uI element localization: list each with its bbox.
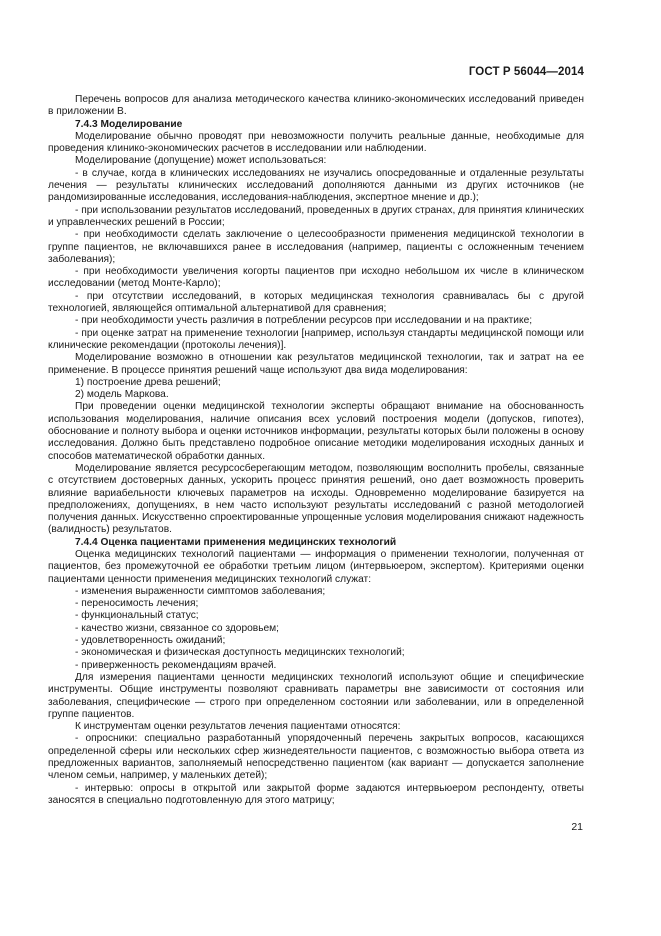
paragraph: К инструментам оценки результатов лечения пациентами относятся: [75,721,401,733]
paragraph: - удовлетворенность ожиданий; [75,635,226,647]
paragraph: - экономическая и физическая доступность медицинских технологий; [75,647,405,659]
paragraph: - при необходимости учесть различия в потреблении ресурсов при исследовании и на практике; [75,315,533,327]
document-body [48,94,584,807]
paragraph: - при оценке затрат на применение технологии [например, используя стандарты медицинской помощи или клинические рекомендации (протоколы лечения)]. [48,327,584,351]
paragraph: - изменения выраженности симптомов заболевания; [75,585,326,597]
numbered-item: 2) модель Маркова. [75,389,169,401]
paragraph: Моделирование является ресурсосберегающим методом, позволяющим восполнить пробелы, связанные с отсутствием достоверных данных, ускорить процесс принятия решений, оно дает возможность проверить влияние вариабельности ключевых параметров на исходы. Одновременно моделирование базируется на предположениях, допущениях, в нем часто используют результаты исследований с разной методологией получения данных. Искусственно спроектированные упрощенные условия моделирования снижают надежность (валидность) результатов. [48,462,584,536]
paragraph: - при необходимости увеличения когорты пациентов при исходно небольшом их числе в клиническом исследовании (метод Монте-Карло); [48,266,584,290]
document-header: ГОСТ Р 56044—2014 [468,66,584,78]
paragraph: Моделирование (допущение) может использоваться: [75,155,327,167]
paragraph: Моделирование возможно в отношении как результатов медицинской технологии, так и затрат на ее применение. В процессе принятия решений чаще используют два вида моделирования: [48,352,584,376]
paragraph: - при необходимости сделать заключение о целесообразности применения медицинской технологии в группе пациентов, не включавшихся ранее в исследования (например, пациенты с осложненным течением заболевания); [48,229,584,265]
page-number: 21 [571,821,583,833]
paragraph: Моделирование обычно проводят при невозможности получить реальные данные, необходимые для проведения клинико-экономических расчетов в исследовании или наблюдении. [48,130,584,155]
paragraph: - качество жизни, связанное со здоровьем; [75,622,279,634]
paragraph: - функциональный статус; [75,610,199,622]
paragraph: - в случае, когда в клинических исследованиях не изучались опосредованные и отдаленные результаты лечения — результаты клинических исследований дополняются данными из других источников (не рандомизированные исследования, исследования-наблюдения, экспертное мнение и др.); [48,167,584,204]
paragraph: - при использовании результатов исследований, проведенных в других странах, для принятия клинических и управленческих решений в России; [48,204,584,228]
paragraph: - при отсутствии исследований, в которых медицинская технология сравнивалась бы с другой технологией, являющейся оптимальной альтернативой для сравнения; [48,290,584,315]
paragraph: При проведении оценки медицинской технологии эксперты обращают внимание на обоснованность использования моделирования, наличие описания всех условий построения модели (допусков, гипотез), обоснование и полноту выбора и оценки источников информации, результаты которых были положены в основу исследования. Должно быть представлено подробное описание методики моделирования исходных данных и способов математической обработки данных. [48,401,584,462]
section-heading: 7.4.4 Оценка пациентами применения медицинских технологий [75,536,397,548]
section-heading: 7.4.3 Моделирование [75,118,183,130]
paragraph: Для измерения пациентами ценности медицинских технологий используют общие и специфические инструменты. Общие инструменты позволяют сравнивать параметры вне зависимости от состояния или заболевания, специфические — строго при определенном состоянии или заболевании, или в определенной группе пациентов. [48,671,584,720]
paragraph: - переносимость лечения; [75,598,199,610]
paragraph: Перечень вопросов для анализа методического качества клинико-экономических исследований приведен в приложении В. [48,94,584,118]
paragraph: - интервью: опросы в открытой или закрытой форме задаются интервьюером респонденту, ответы заносятся в специально подготовленную для этого матрицу; [48,782,584,806]
numbered-item: 1) построение древа решений; [75,376,221,388]
paragraph: - приверженность рекомендациям врачей. [75,659,277,671]
paragraph: Оценка медицинских технологий пациентами — информация о применении технологии, полученная от пациентов, без промежуточной ее обработки третьим лицом (интервьюером, экспертом). Критериями оценки пациентами ценности применения медицинских технологий служат: [48,548,584,585]
paragraph: - опросники: специально разработанный упорядоченный перечень закрытых вопросов, касающихся определенной сферы или нескольких сфер жизнедеятельности пациентов, с возможностью выбора ответа из предложенных вариантов, заполняемый непосредственно пациентом (как вариант — допускается заполнение членом семьи, например, у маленьких детей); [48,733,584,782]
